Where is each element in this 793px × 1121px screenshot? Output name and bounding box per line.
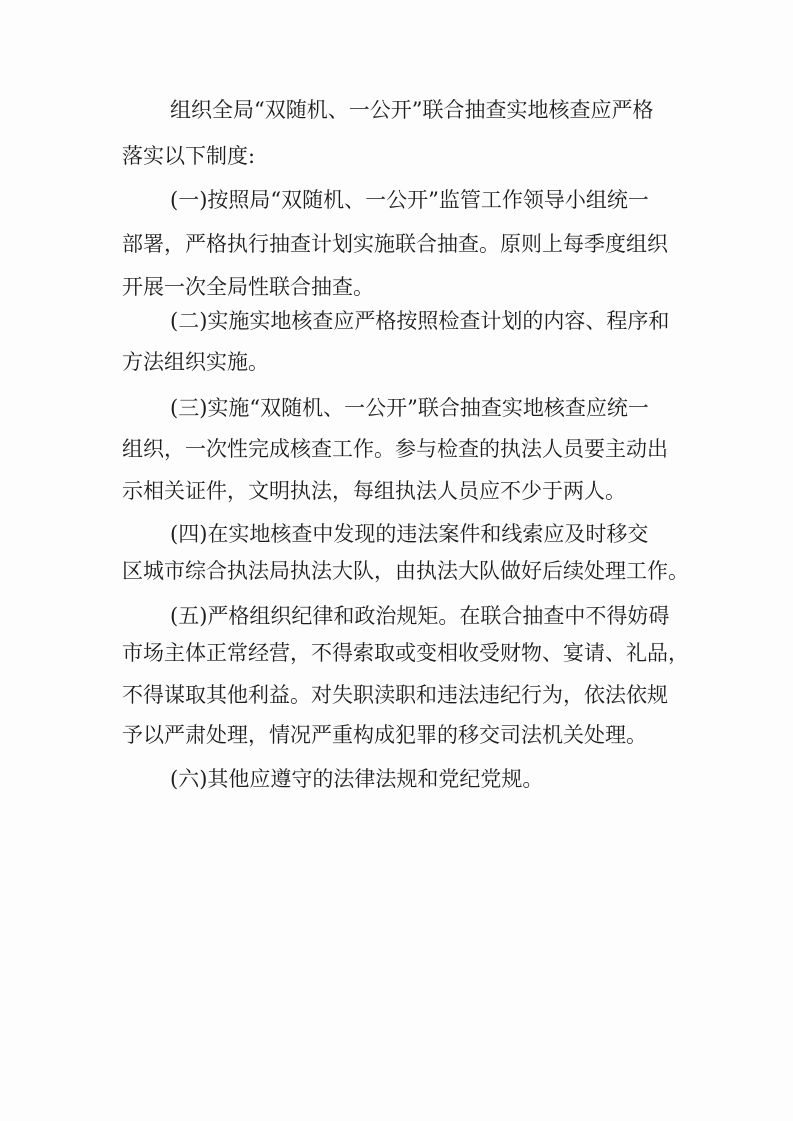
text-line: 示相关证件，文明执法，每组执法人员应不少于两人。 xyxy=(122,479,626,503)
text-line: (三)实施“双随机、一公开”联合抽查实地核查应统一 xyxy=(170,396,649,420)
text-line: 开展一次全局性联合抽查。 xyxy=(122,275,374,299)
text-line: (一)按照局“双随机、一公开”监管工作领导小组统一 xyxy=(170,188,649,212)
text-line: 组织全局“双随机、一公开”联合抽查实地核查应严格 xyxy=(170,98,654,122)
text-line: 部署，严格执行抽查计划实施联合抽查。原则上每季度组织 xyxy=(122,232,668,256)
text-line: 市场主体正常经营，不得索取或变相收受财物、宴请、礼品， xyxy=(122,641,689,665)
text-line: 区城市综合执法局执法大队，由执法大队做好后续处理工作。 xyxy=(122,559,689,583)
text-line: 不得谋取其他利益。对失职渎职和违法违纪行为，依法依规 xyxy=(122,683,668,707)
text-line: 组织，一次性完成核查工作。参与检查的执法人员要主动出 xyxy=(122,437,668,461)
text-line: (五)严格组织纪律和政治规矩。在联合抽查中不得妨碍 xyxy=(170,604,670,628)
text-line: (四)在实地核查中发现的违法案件和线索应及时移交 xyxy=(170,522,649,546)
text-line: 方法组织实施。 xyxy=(122,350,269,374)
text-line: (六)其他应遵守的法律法规和党纪党规。 xyxy=(170,767,544,791)
text-line: 落实以下制度: xyxy=(122,144,256,168)
text-line: 予以严肃处理，情况严重构成犯罪的移交司法机关处理。 xyxy=(122,723,647,747)
text-line: (二)实施实地核查应严格按照检查计划的内容、程序和 xyxy=(170,309,670,333)
